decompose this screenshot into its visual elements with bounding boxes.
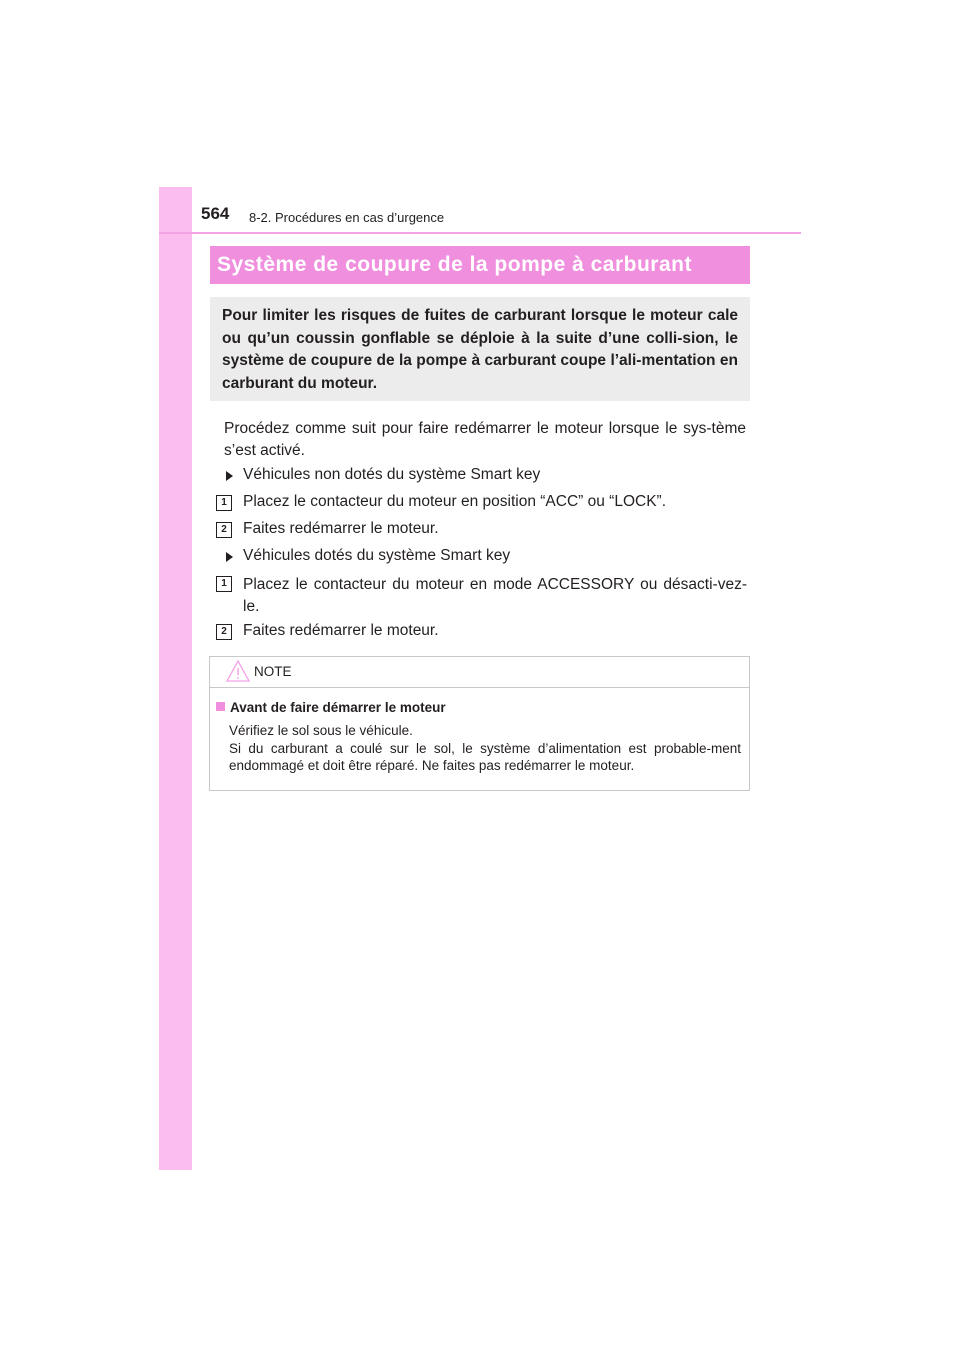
- page-number: 564: [201, 204, 230, 223]
- triangle-bullet-icon: [226, 471, 233, 481]
- group-heading-smart-key: Véhicules dotés du système Smart key: [243, 547, 511, 564]
- intro-text: Pour limiter les risques de fuites de carburant lorsque le moteur cale ou qu’un coussin gonflable se déploie à la suite d’une colli-sion, le système de coupure de la pompe à carburant coupe l’ali-mentation en carburant du moteur.: [222, 307, 738, 392]
- note-box: [209, 656, 750, 791]
- header-divider: [159, 232, 801, 234]
- note-text: [229, 722, 741, 775]
- body-paragraph: [224, 418, 746, 462]
- procedure-paragraph: Procédez comme suit pour faire redémarrer le moteur lorsque le sys-tème s’est activé.: [224, 420, 746, 459]
- step-number-box: 2: [216, 522, 232, 538]
- square-bullet-icon: [216, 702, 225, 711]
- note-subheading: [216, 700, 446, 715]
- note-header: [210, 657, 749, 688]
- step-text: Faites redémarrer le moteur.: [243, 622, 439, 639]
- step-number-box: 1: [216, 495, 232, 511]
- group-heading-no-smart-key: Véhicules non dotés du système Smart key: [243, 466, 541, 483]
- step-number-box: 1: [216, 576, 232, 592]
- step-text: Placez le contacteur du moteur en position “ACC” ou “LOCK”.: [243, 493, 666, 510]
- triangle-bullet-icon: [226, 552, 233, 562]
- warning-triangle-icon: [226, 659, 250, 683]
- step-text: Faites redémarrer le moteur.: [243, 520, 439, 537]
- section-title: Système de coupure de la pompe à carburant: [210, 246, 750, 284]
- note-label: NOTE: [254, 664, 292, 679]
- note-line: Si du carburant a coulé sur le sol, le système d’alimentation est probable-ment endommagé et doit être réparé. Ne faites pas redémarrer le moteur.: [229, 740, 741, 773]
- step-text: Placez le contacteur du moteur en mode ACCESSORY ou désacti-vez-le.: [243, 576, 747, 615]
- step-number-box: 2: [216, 624, 232, 640]
- note-line: Vérifiez le sol sous le véhicule.: [229, 723, 413, 738]
- chapter-title: 8-2. Procédures en cas d’urgence: [249, 210, 445, 225]
- side-tab: [159, 187, 192, 1170]
- intro-box: [210, 297, 750, 401]
- note-subheading-text: Avant de faire démarrer le moteur: [230, 700, 446, 715]
